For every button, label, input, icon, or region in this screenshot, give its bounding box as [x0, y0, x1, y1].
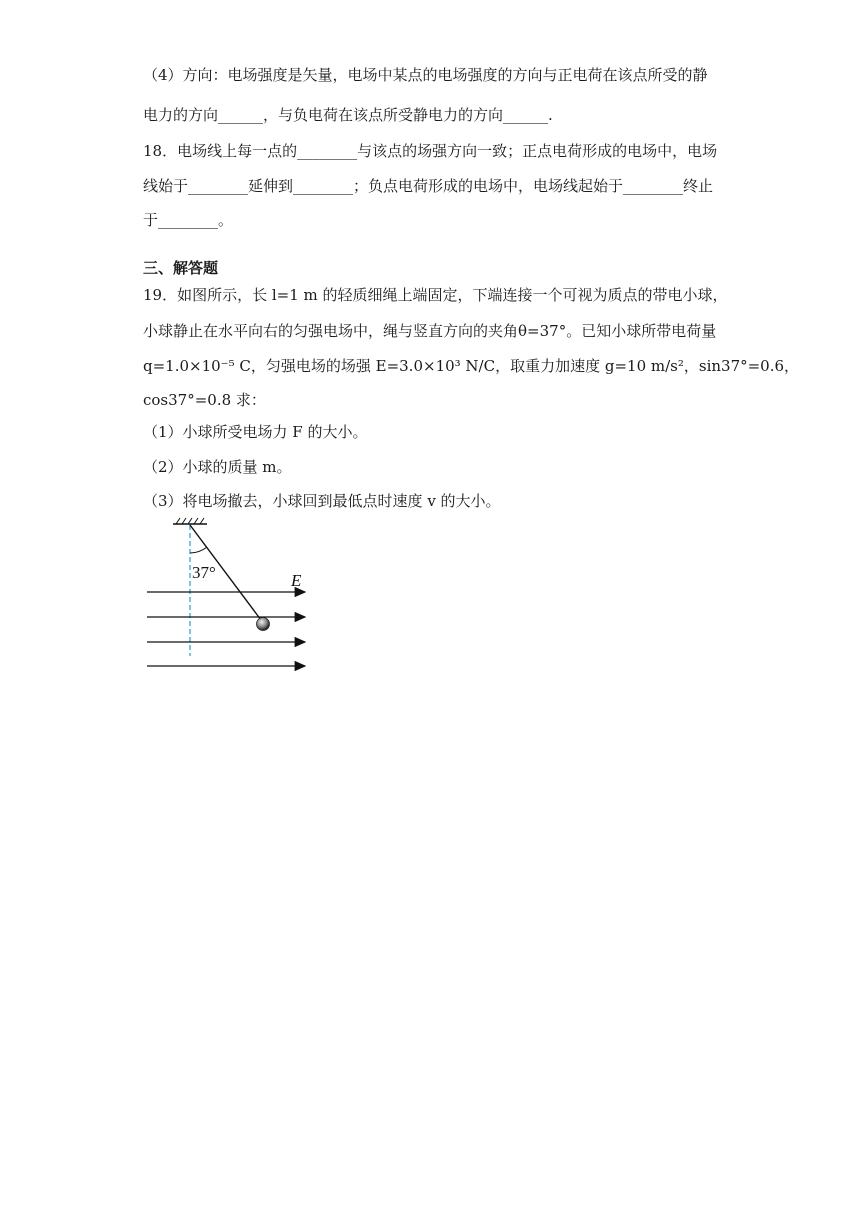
- text-line: q=1.0×10⁻⁵ C，匀强电场的场强 E=3.0×10³ N/C，取重力加速度 g=10 m/s²，sin37°=0.6，: [143, 357, 800, 375]
- pendulum-figure: [143, 516, 313, 676]
- question-19-line: 19．如图所示，长 l=1 m 的轻质细绳上端固定，下端连接一个可视为质点的带电小球，: [143, 286, 728, 304]
- text-line: cos37°=0.8 求：: [143, 391, 266, 409]
- angle-arc: [190, 547, 207, 553]
- subquestion-2: （2）小球的质量 m。: [143, 458, 292, 476]
- ceiling-support: [173, 518, 207, 524]
- section-title: 三、解答题: [143, 259, 219, 277]
- text-line: 小球静止在水平向右的匀强电场中，绳与竖直方向的夹角θ=37°。已知小球所带电荷量: [143, 322, 717, 340]
- angle-label: 37°: [192, 563, 216, 582]
- text-line: 线始于________延伸到________；负点电荷形成的电场中，电场线起始于________终止: [143, 177, 714, 195]
- text-line: 于________。: [143, 211, 234, 229]
- field-label: E: [291, 571, 302, 590]
- text-line: （4）方向：电场强度是矢量，电场中某点的电场强度的方向与正电荷在该点所受的静: [143, 66, 708, 84]
- charged-ball: [257, 618, 270, 631]
- question-18-line: 18．电场线上每一点的________与该点的场强方向一致；正点电荷形成的电场中，电场: [143, 142, 718, 160]
- text-line: 电力的方向______，与负电荷在该点所受静电力的方向______.: [143, 106, 553, 124]
- pendulum-diagram: [143, 516, 313, 676]
- subquestion-3: （3）将电场撤去，小球回到最低点时速度 v 的大小。: [143, 492, 501, 510]
- subquestion-1: （1）小球所受电场力 F 的大小。: [143, 423, 368, 441]
